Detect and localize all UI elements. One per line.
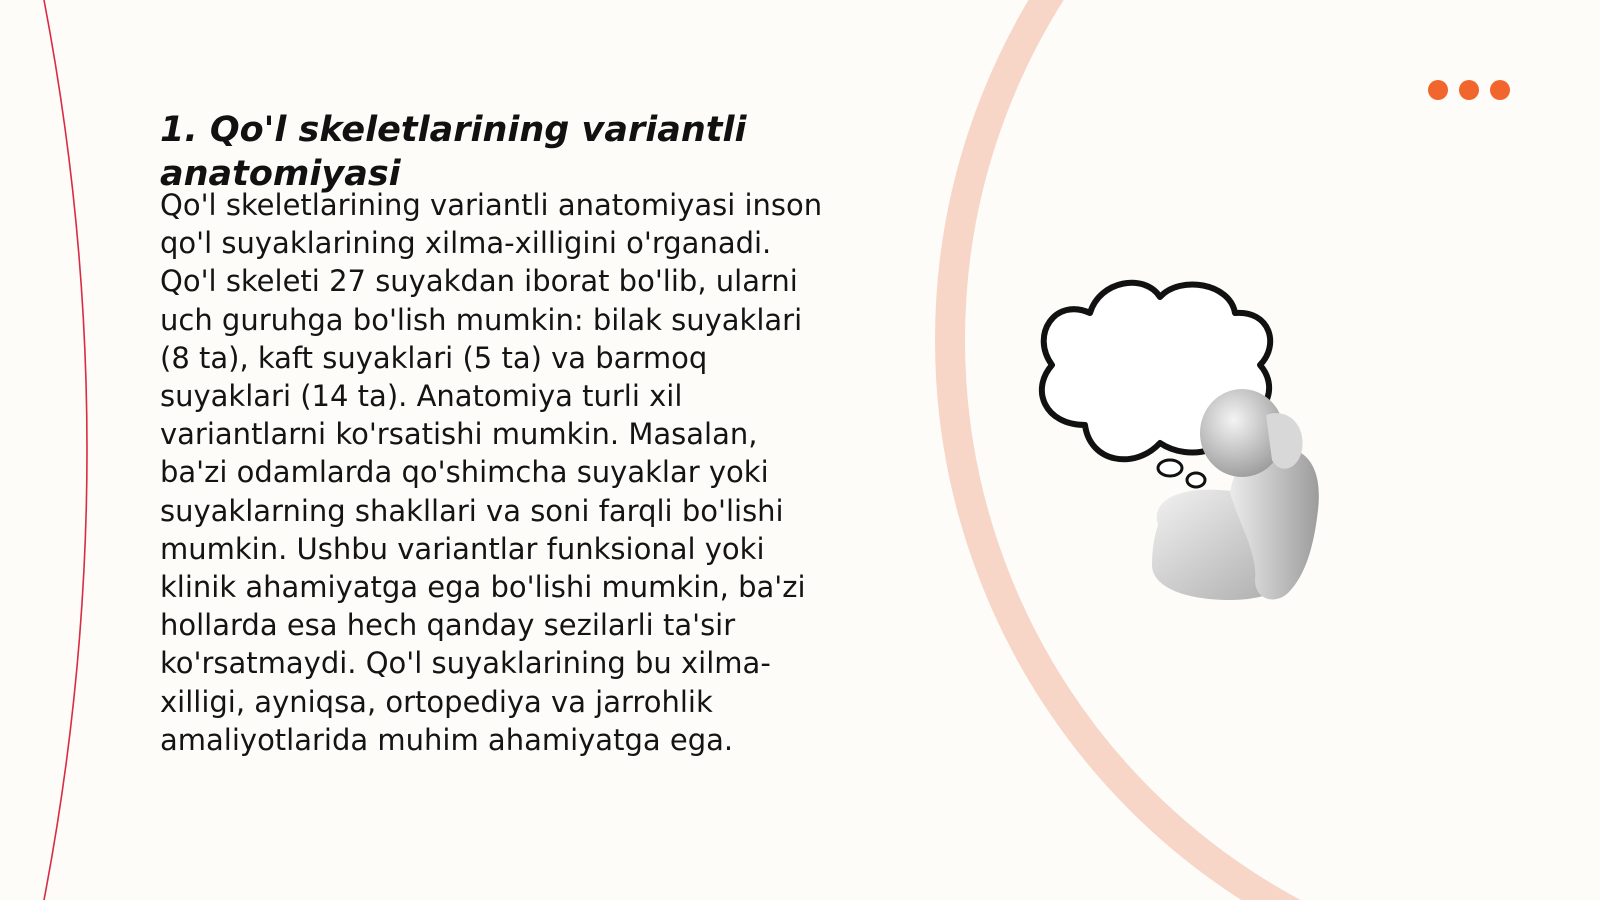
slide-body-text: Qo'l skeletlarining variantli anatomiyasi inson qo'l suyaklarining xilma-xilligini o'rganadi. Qo'l skeleti 27 suyakdan iborat bo'lib, ularni uch guruhga bo'lish mumkin: bilak suyaklari (8 ta), kaft suyaklari (5 ta) va barmoq suyaklari (14 ta). Anatomiya turli xil variantlarni ko'rsatishi mumkin. Masalan, ba'zi odamlarda qo'shimcha suyaklar yoki suyaklarning shakllari va soni farqli bo'lishi mumkin. Ushbu variantlar funksional yoki klinik ahamiyatga ega bo'lishi mumkin, ba'zi hollarda esa hech qanday sezilarli ta'sir ko'rsatmaydi. Qo'l suyaklarining bu xilma-xilligi, ayniqsa, ortopediya va jarrohlik amaliyotlarida muhim ahamiyatga ega.	[160, 188, 823, 757]
dot-icon	[1459, 80, 1479, 100]
dot-icon	[1490, 80, 1510, 100]
left-arc-line	[44, 0, 87, 900]
three-dots-icon	[1428, 80, 1510, 100]
thinking-person-icon	[1030, 275, 1350, 620]
dot-icon	[1428, 80, 1448, 100]
slide-title: 1. Qo'l skeletlarining variantli anatomiyasi	[160, 110, 747, 194]
